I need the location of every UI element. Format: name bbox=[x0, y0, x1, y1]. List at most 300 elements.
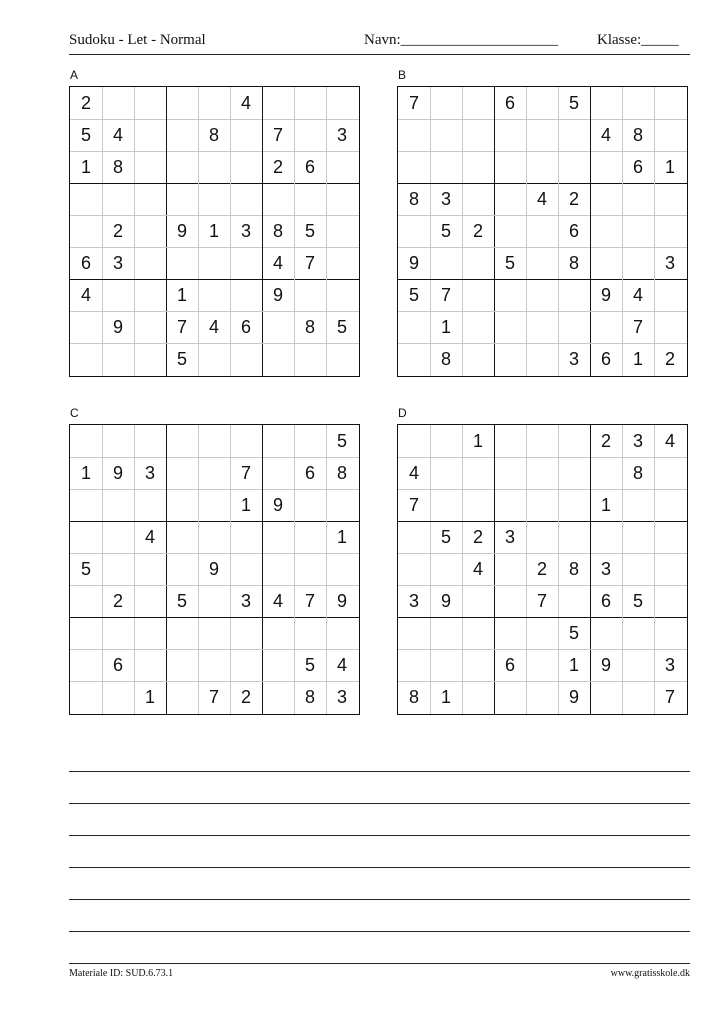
sudoku-cell[interactable] bbox=[134, 553, 166, 585]
sudoku-cell: 5 bbox=[408, 284, 419, 305]
sudoku-cell[interactable] bbox=[590, 617, 622, 649]
sudoku-cell[interactable] bbox=[134, 425, 166, 457]
sudoku-cell[interactable] bbox=[166, 87, 198, 119]
sudoku-cell[interactable] bbox=[398, 311, 430, 343]
sudoku-cell[interactable] bbox=[102, 617, 134, 649]
sudoku-cell[interactable] bbox=[622, 247, 654, 279]
sudoku-cell: 6 bbox=[240, 316, 251, 337]
sudoku-cell[interactable] bbox=[294, 425, 326, 457]
writing-line[interactable] bbox=[69, 803, 690, 804]
sudoku-cell[interactable] bbox=[654, 489, 686, 521]
sudoku-cell: 2 bbox=[472, 526, 483, 547]
sudoku-cell: 6 bbox=[80, 252, 91, 273]
sudoku-cell: 9 bbox=[208, 558, 219, 579]
sudoku-cell[interactable] bbox=[430, 617, 462, 649]
sudoku-cell: 7 bbox=[632, 316, 643, 337]
sudoku-cell[interactable] bbox=[198, 247, 230, 279]
sudoku-cell[interactable] bbox=[198, 585, 230, 617]
sudoku-cell[interactable] bbox=[558, 585, 590, 617]
sudoku-cell: 2 bbox=[600, 430, 611, 451]
sudoku-cell[interactable] bbox=[462, 87, 494, 119]
sudoku-cell[interactable] bbox=[590, 681, 622, 713]
sudoku-cell: 6 bbox=[568, 220, 579, 241]
sudoku-cell[interactable] bbox=[462, 119, 494, 151]
sudoku-cell: 7 bbox=[240, 462, 251, 483]
sudoku-cell[interactable] bbox=[230, 617, 262, 649]
sudoku-cell[interactable] bbox=[430, 425, 462, 457]
sudoku-cell[interactable] bbox=[494, 489, 526, 521]
sudoku-cell[interactable] bbox=[134, 247, 166, 279]
sudoku-cell[interactable] bbox=[462, 343, 494, 375]
sudoku-cell[interactable] bbox=[102, 425, 134, 457]
sudoku-cell[interactable] bbox=[622, 215, 654, 247]
sudoku-cell[interactable] bbox=[262, 343, 294, 375]
sudoku-cell[interactable] bbox=[654, 457, 686, 489]
sudoku-cell[interactable] bbox=[326, 215, 358, 247]
sudoku-cell[interactable] bbox=[230, 521, 262, 553]
sudoku-cell[interactable] bbox=[558, 457, 590, 489]
sudoku-cell: 1 bbox=[440, 316, 451, 337]
sudoku-cell[interactable] bbox=[294, 87, 326, 119]
sudoku-cell[interactable] bbox=[262, 521, 294, 553]
sudoku-cell[interactable] bbox=[622, 649, 654, 681]
sudoku-cell: 3 bbox=[336, 124, 347, 145]
sudoku-cell[interactable] bbox=[526, 681, 558, 713]
sudoku-cell[interactable] bbox=[590, 311, 622, 343]
sudoku-cell[interactable] bbox=[230, 183, 262, 215]
sudoku-cell: 1 bbox=[664, 156, 675, 177]
sudoku-cell[interactable] bbox=[494, 457, 526, 489]
sudoku-cell[interactable] bbox=[198, 279, 230, 311]
sudoku-cell: 3 bbox=[600, 558, 611, 579]
sudoku-cell[interactable] bbox=[398, 521, 430, 553]
sudoku-cell: 9 bbox=[600, 654, 611, 675]
sudoku-cell[interactable] bbox=[462, 617, 494, 649]
sudoku-cell[interactable] bbox=[654, 585, 686, 617]
sudoku-cell[interactable] bbox=[654, 183, 686, 215]
sudoku-cell: 8 bbox=[632, 462, 643, 483]
sudoku-cell[interactable] bbox=[494, 279, 526, 311]
sudoku-cell[interactable] bbox=[430, 553, 462, 585]
sudoku-cell[interactable] bbox=[558, 425, 590, 457]
page-header bbox=[69, 32, 690, 54]
sudoku-cell[interactable] bbox=[654, 215, 686, 247]
sudoku-cell: 8 bbox=[440, 348, 451, 369]
sudoku-cell[interactable] bbox=[262, 553, 294, 585]
sudoku-cell[interactable] bbox=[398, 119, 430, 151]
sudoku-cell[interactable] bbox=[294, 617, 326, 649]
puzzle-label-d: D bbox=[398, 406, 407, 420]
sudoku-cell[interactable] bbox=[326, 183, 358, 215]
sudoku-cell: 4 bbox=[600, 124, 611, 145]
sudoku-cell: 4 bbox=[208, 316, 219, 337]
sudoku-cell[interactable] bbox=[198, 425, 230, 457]
sudoku-cell[interactable] bbox=[262, 183, 294, 215]
worksheet-title: Sudoku - Let - Normal bbox=[69, 32, 206, 48]
sudoku-cell[interactable] bbox=[494, 343, 526, 375]
sudoku-cell[interactable] bbox=[166, 553, 198, 585]
writing-line[interactable] bbox=[69, 899, 690, 900]
sudoku-cell: 2 bbox=[568, 188, 579, 209]
sudoku-cell[interactable] bbox=[494, 215, 526, 247]
sudoku-cell[interactable] bbox=[166, 521, 198, 553]
sudoku-cell: 5 bbox=[176, 348, 187, 369]
sudoku-cell[interactable] bbox=[262, 617, 294, 649]
sudoku-cell[interactable] bbox=[430, 457, 462, 489]
sudoku-cell[interactable] bbox=[462, 151, 494, 183]
sudoku-cell: 8 bbox=[336, 462, 347, 483]
sudoku-cell[interactable] bbox=[526, 87, 558, 119]
writing-line[interactable] bbox=[69, 931, 690, 932]
sudoku-cell: 8 bbox=[272, 220, 283, 241]
sudoku-grid-d bbox=[397, 424, 688, 715]
sudoku-cell[interactable] bbox=[262, 681, 294, 713]
sudoku-cell[interactable] bbox=[198, 183, 230, 215]
sudoku-cell[interactable] bbox=[230, 119, 262, 151]
sudoku-cell[interactable] bbox=[526, 311, 558, 343]
sudoku-cell[interactable] bbox=[654, 119, 686, 151]
sudoku-cell: 3 bbox=[568, 348, 579, 369]
sudoku-cell[interactable] bbox=[526, 119, 558, 151]
sudoku-cell: 1 bbox=[80, 462, 91, 483]
sudoku-cell[interactable] bbox=[526, 151, 558, 183]
sudoku-cell: 4 bbox=[408, 462, 419, 483]
sudoku-cell[interactable] bbox=[558, 279, 590, 311]
sudoku-cell: 6 bbox=[504, 654, 515, 675]
sudoku-cell[interactable] bbox=[654, 87, 686, 119]
sudoku-cell[interactable] bbox=[494, 681, 526, 713]
sudoku-cell: 5 bbox=[440, 220, 451, 241]
sudoku-cell[interactable] bbox=[494, 617, 526, 649]
sudoku-cell[interactable] bbox=[494, 151, 526, 183]
sudoku-cell: 8 bbox=[304, 316, 315, 337]
sudoku-cell[interactable] bbox=[526, 343, 558, 375]
sudoku-cell[interactable] bbox=[558, 521, 590, 553]
sudoku-cell[interactable] bbox=[558, 151, 590, 183]
sudoku-cell[interactable] bbox=[326, 247, 358, 279]
sudoku-cell: 9 bbox=[272, 284, 283, 305]
sudoku-cell[interactable] bbox=[262, 87, 294, 119]
sudoku-cell: 7 bbox=[408, 494, 419, 515]
sudoku-cell[interactable] bbox=[622, 553, 654, 585]
sudoku-cell: 5 bbox=[176, 590, 187, 611]
sudoku-cell[interactable] bbox=[70, 343, 102, 375]
sudoku-cell[interactable] bbox=[102, 521, 134, 553]
sudoku-cell: 3 bbox=[240, 220, 251, 241]
sudoku-cell[interactable] bbox=[590, 215, 622, 247]
sudoku-cell[interactable] bbox=[102, 87, 134, 119]
sudoku-cell[interactable] bbox=[198, 343, 230, 375]
sudoku-cell[interactable] bbox=[398, 343, 430, 375]
sudoku-cell[interactable] bbox=[134, 311, 166, 343]
sudoku-cell: 5 bbox=[568, 622, 579, 643]
sudoku-cell: 4 bbox=[664, 430, 675, 451]
sudoku-cell: 2 bbox=[536, 558, 547, 579]
sudoku-cell[interactable] bbox=[430, 489, 462, 521]
sudoku-cell[interactable] bbox=[70, 649, 102, 681]
sudoku-cell: 7 bbox=[272, 124, 283, 145]
sudoku-cell[interactable] bbox=[134, 87, 166, 119]
sudoku-cell[interactable] bbox=[230, 649, 262, 681]
sudoku-cell[interactable] bbox=[102, 681, 134, 713]
sudoku-cell: 5 bbox=[336, 316, 347, 337]
sudoku-cell[interactable] bbox=[326, 151, 358, 183]
name-field[interactable]: Navn:_____________________ bbox=[364, 32, 559, 48]
sudoku-cell[interactable] bbox=[654, 553, 686, 585]
sudoku-cell[interactable] bbox=[198, 87, 230, 119]
sudoku-cell[interactable] bbox=[198, 521, 230, 553]
sudoku-cell[interactable] bbox=[262, 425, 294, 457]
sudoku-cell[interactable] bbox=[198, 649, 230, 681]
sudoku-cell[interactable] bbox=[166, 489, 198, 521]
sudoku-cell[interactable] bbox=[590, 151, 622, 183]
sudoku-cell[interactable] bbox=[526, 489, 558, 521]
sudoku-cell[interactable] bbox=[590, 521, 622, 553]
sudoku-cell[interactable] bbox=[166, 151, 198, 183]
sudoku-cell[interactable] bbox=[494, 311, 526, 343]
sudoku-cell[interactable] bbox=[294, 521, 326, 553]
sudoku-cell[interactable] bbox=[622, 183, 654, 215]
sudoku-cell[interactable] bbox=[622, 489, 654, 521]
sudoku-cell[interactable] bbox=[622, 617, 654, 649]
sudoku-cell[interactable] bbox=[494, 119, 526, 151]
sudoku-cell: 7 bbox=[664, 686, 675, 707]
sudoku-cell: 7 bbox=[536, 590, 547, 611]
sudoku-cell[interactable] bbox=[70, 617, 102, 649]
sudoku-cell: 3 bbox=[144, 462, 155, 483]
sudoku-cell[interactable] bbox=[70, 311, 102, 343]
class-field[interactable]: Klasse:_____ bbox=[597, 32, 679, 48]
sudoku-cell[interactable] bbox=[430, 87, 462, 119]
writing-line[interactable] bbox=[69, 771, 690, 772]
sudoku-cell[interactable] bbox=[430, 119, 462, 151]
sudoku-cell[interactable] bbox=[622, 521, 654, 553]
sudoku-cell: 3 bbox=[240, 590, 251, 611]
sudoku-cell[interactable] bbox=[462, 489, 494, 521]
sudoku-cell[interactable] bbox=[526, 279, 558, 311]
sudoku-cell[interactable] bbox=[262, 311, 294, 343]
sudoku-cell[interactable] bbox=[398, 425, 430, 457]
sudoku-cell[interactable] bbox=[558, 489, 590, 521]
sudoku-cell[interactable] bbox=[654, 311, 686, 343]
sudoku-cell: 7 bbox=[304, 252, 315, 273]
sudoku-cell[interactable] bbox=[462, 279, 494, 311]
sudoku-cell[interactable] bbox=[198, 151, 230, 183]
writing-line[interactable] bbox=[69, 867, 690, 868]
sudoku-cell[interactable] bbox=[262, 457, 294, 489]
sudoku-cell[interactable] bbox=[134, 585, 166, 617]
sudoku-cell[interactable] bbox=[326, 87, 358, 119]
sudoku-cell[interactable] bbox=[654, 617, 686, 649]
sudoku-cell: 3 bbox=[632, 430, 643, 451]
sudoku-cell[interactable] bbox=[462, 585, 494, 617]
sudoku-cell: 9 bbox=[600, 284, 611, 305]
sudoku-cell[interactable] bbox=[326, 489, 358, 521]
sudoku-cell[interactable] bbox=[526, 617, 558, 649]
sudoku-cell[interactable] bbox=[494, 425, 526, 457]
sudoku-cell[interactable] bbox=[590, 87, 622, 119]
sudoku-cell[interactable] bbox=[134, 183, 166, 215]
sudoku-cell[interactable] bbox=[70, 489, 102, 521]
sudoku-cell[interactable] bbox=[134, 617, 166, 649]
sudoku-cell[interactable] bbox=[230, 247, 262, 279]
sudoku-cell[interactable] bbox=[654, 521, 686, 553]
sudoku-cell[interactable] bbox=[294, 279, 326, 311]
sudoku-cell[interactable] bbox=[526, 247, 558, 279]
sudoku-cell[interactable] bbox=[102, 489, 134, 521]
sudoku-cell[interactable] bbox=[430, 151, 462, 183]
sudoku-cell: 6 bbox=[600, 348, 611, 369]
sudoku-cell[interactable] bbox=[622, 87, 654, 119]
sudoku-cell[interactable] bbox=[134, 279, 166, 311]
sudoku-cell[interactable] bbox=[462, 311, 494, 343]
sudoku-cell: 3 bbox=[336, 686, 347, 707]
sudoku-cell[interactable] bbox=[398, 215, 430, 247]
sudoku-cell[interactable] bbox=[326, 343, 358, 375]
sudoku-cell[interactable] bbox=[590, 247, 622, 279]
sudoku-cell: 4 bbox=[272, 590, 283, 611]
sudoku-cell[interactable] bbox=[70, 215, 102, 247]
sudoku-cell[interactable] bbox=[462, 457, 494, 489]
sudoku-cell[interactable] bbox=[526, 649, 558, 681]
sudoku-cell[interactable] bbox=[198, 457, 230, 489]
sudoku-cell: 3 bbox=[408, 590, 419, 611]
sudoku-cell: 3 bbox=[664, 252, 675, 273]
sudoku-cell[interactable] bbox=[398, 151, 430, 183]
sudoku-cell: 4 bbox=[472, 558, 483, 579]
sudoku-cell[interactable] bbox=[494, 553, 526, 585]
sudoku-cell[interactable] bbox=[294, 553, 326, 585]
sudoku-cell: 1 bbox=[80, 156, 91, 177]
sudoku-cell[interactable] bbox=[70, 681, 102, 713]
writing-line[interactable] bbox=[69, 835, 690, 836]
sudoku-cell[interactable] bbox=[262, 649, 294, 681]
sudoku-cell: 5 bbox=[80, 124, 91, 145]
sudoku-cell: 2 bbox=[664, 348, 675, 369]
sudoku-cell: 1 bbox=[440, 686, 451, 707]
sudoku-cell[interactable] bbox=[294, 183, 326, 215]
sudoku-cell[interactable] bbox=[462, 247, 494, 279]
sudoku-cell[interactable] bbox=[230, 425, 262, 457]
sudoku-cell: 6 bbox=[600, 590, 611, 611]
sudoku-cell: 6 bbox=[304, 156, 315, 177]
sudoku-cell[interactable] bbox=[166, 681, 198, 713]
sudoku-cell[interactable] bbox=[70, 183, 102, 215]
sudoku-cell[interactable] bbox=[166, 457, 198, 489]
sudoku-cell[interactable] bbox=[494, 585, 526, 617]
sudoku-cell: 9 bbox=[112, 316, 123, 337]
sudoku-cell[interactable] bbox=[462, 649, 494, 681]
sudoku-cell: 5 bbox=[632, 590, 643, 611]
sudoku-cell[interactable] bbox=[166, 649, 198, 681]
sudoku-cell[interactable] bbox=[590, 183, 622, 215]
sudoku-cell: 6 bbox=[112, 654, 123, 675]
sudoku-cell: 7 bbox=[176, 316, 187, 337]
sudoku-cell: 4 bbox=[112, 124, 123, 145]
sudoku-cell[interactable] bbox=[166, 247, 198, 279]
sudoku-cell[interactable] bbox=[102, 553, 134, 585]
sudoku-cell[interactable] bbox=[326, 279, 358, 311]
sudoku-cell[interactable] bbox=[398, 553, 430, 585]
sudoku-cell: 9 bbox=[336, 590, 347, 611]
sudoku-cell: 2 bbox=[80, 92, 91, 113]
sudoku-cell[interactable] bbox=[70, 521, 102, 553]
sudoku-cell: 5 bbox=[304, 220, 315, 241]
sudoku-cell[interactable] bbox=[430, 247, 462, 279]
sudoku-cell[interactable] bbox=[70, 425, 102, 457]
sudoku-cell[interactable] bbox=[526, 521, 558, 553]
sudoku-cell: 1 bbox=[336, 526, 347, 547]
sudoku-cell[interactable] bbox=[230, 553, 262, 585]
sudoku-cell[interactable] bbox=[166, 425, 198, 457]
sudoku-cell[interactable] bbox=[294, 119, 326, 151]
sudoku-cell[interactable] bbox=[622, 681, 654, 713]
sudoku-cell: 9 bbox=[112, 462, 123, 483]
sudoku-cell[interactable] bbox=[166, 183, 198, 215]
sudoku-cell[interactable] bbox=[134, 151, 166, 183]
sudoku-cell[interactable] bbox=[526, 215, 558, 247]
sudoku-cell[interactable] bbox=[294, 343, 326, 375]
sudoku-cell[interactable] bbox=[166, 617, 198, 649]
sudoku-cell[interactable] bbox=[102, 183, 134, 215]
sudoku-cell[interactable] bbox=[326, 617, 358, 649]
sudoku-cell[interactable] bbox=[326, 553, 358, 585]
sudoku-cell: 4 bbox=[536, 188, 547, 209]
sudoku-cell[interactable] bbox=[462, 681, 494, 713]
sudoku-cell[interactable] bbox=[462, 183, 494, 215]
sudoku-cell[interactable] bbox=[526, 425, 558, 457]
sudoku-cell[interactable] bbox=[102, 279, 134, 311]
sudoku-cell: 4 bbox=[144, 526, 155, 547]
sudoku-cell[interactable] bbox=[494, 183, 526, 215]
sudoku-cell[interactable] bbox=[294, 489, 326, 521]
sudoku-cell[interactable] bbox=[198, 489, 230, 521]
sudoku-cell: 1 bbox=[176, 284, 187, 305]
sudoku-cell[interactable] bbox=[558, 119, 590, 151]
sudoku-cell[interactable] bbox=[70, 585, 102, 617]
sudoku-grid-a bbox=[69, 86, 360, 377]
sudoku-cell[interactable] bbox=[654, 279, 686, 311]
sudoku-cell: 3 bbox=[664, 654, 675, 675]
sudoku-cell[interactable] bbox=[134, 119, 166, 151]
sudoku-cell[interactable] bbox=[526, 457, 558, 489]
sudoku-cell: 1 bbox=[144, 686, 155, 707]
sudoku-cell[interactable] bbox=[134, 343, 166, 375]
sudoku-cell[interactable] bbox=[230, 151, 262, 183]
sudoku-cell: 7 bbox=[440, 284, 451, 305]
sudoku-cell[interactable] bbox=[166, 119, 198, 151]
sudoku-cell[interactable] bbox=[134, 215, 166, 247]
sudoku-grid-c bbox=[69, 424, 360, 715]
sudoku-cell[interactable] bbox=[102, 343, 134, 375]
sudoku-cell[interactable] bbox=[590, 457, 622, 489]
sudoku-cell: 5 bbox=[336, 430, 347, 451]
sudoku-cell[interactable] bbox=[134, 489, 166, 521]
sudoku-cell: 7 bbox=[208, 686, 219, 707]
sudoku-cell: 1 bbox=[472, 430, 483, 451]
sudoku-cell[interactable] bbox=[398, 649, 430, 681]
sudoku-cell: 5 bbox=[304, 654, 315, 675]
sudoku-cell[interactable] bbox=[134, 649, 166, 681]
sudoku-cell[interactable] bbox=[430, 649, 462, 681]
sudoku-cell: 8 bbox=[112, 156, 123, 177]
sudoku-cell: 5 bbox=[440, 526, 451, 547]
sudoku-cell[interactable] bbox=[558, 311, 590, 343]
sudoku-cell[interactable] bbox=[398, 617, 430, 649]
sudoku-cell[interactable] bbox=[198, 617, 230, 649]
sudoku-cell[interactable] bbox=[230, 343, 262, 375]
sudoku-cell[interactable] bbox=[230, 279, 262, 311]
